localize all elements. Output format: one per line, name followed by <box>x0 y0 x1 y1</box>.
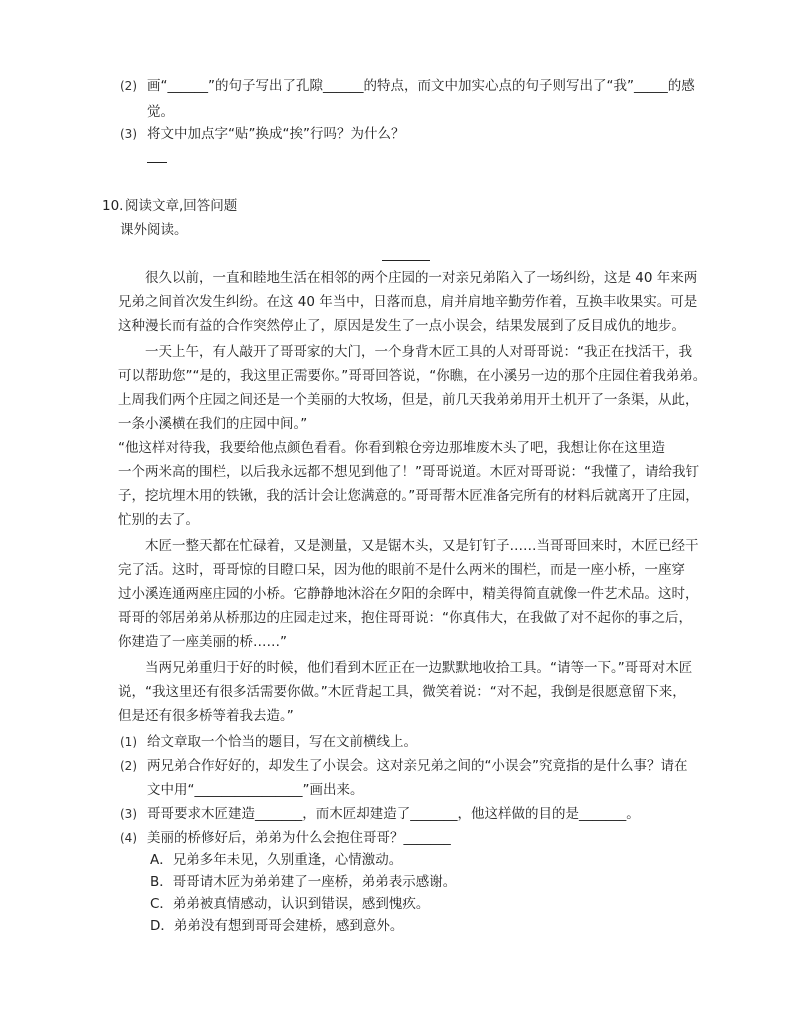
question-text: 美丽的桥修好后，弟弟为什么会抱住哥哥？_______ <box>147 830 451 846</box>
question-text: 两兄弟合作好好的，却发生了小误会。这对亲兄弟之间的“小误会”究竟指的是什么事？请在 <box>147 758 688 774</box>
question-number: (1) <box>120 735 137 749</box>
article-line: 过小溪连通两座庄园的小桥。它静静地沐浴在夕阳的余晖中，精美得简直就像一件艺术品。这时， <box>118 586 699 602</box>
article-line: 哥哥的邻居弟弟从桥那边的庄园走过来，抱住哥哥说：“你真伟大，在我做了对不起你的事之后， <box>118 610 692 626</box>
article-title-blank-line <box>382 260 430 261</box>
article-line: 兄弟之间首次发生纠纷。在这 40 年当中，日落而息，肩并肩地辛勤劳作着，互换丰收果实。可是 <box>118 294 698 310</box>
article-line: 一个两米高的围栏，以后我永远都不想见到他了！”哥哥说道。木匠对哥哥说：“我懂了，请给我钉 <box>118 464 699 480</box>
article-line: 忙别的去了。 <box>118 512 199 528</box>
article-line: 当两兄弟重归于好的时候，他们看到木匠正在一边默默地收拾工具。“请等一下。”哥哥对木匠 <box>145 660 693 676</box>
article-line: 一条小溪横在我们的庄园中间。” <box>118 416 308 432</box>
question-text: 觉。 <box>147 104 174 120</box>
article-line: 可以帮助您”“是的，我这里正需要你。”哥哥回答说，“你瞧，在小溪另一边的那个庄园住着我弟弟。 <box>118 368 707 384</box>
article-line: 上周我们两个庄园之间还是一个美丽的大牧场，但是，前几天我弟弟用开土机开了一条渠，从此， <box>118 392 699 408</box>
article-line: 一天上午，有人敲开了哥哥家的大门，一个身背木匠工具的人对哥哥说：“我正在找活干，我 <box>145 344 692 360</box>
question-number: (2) <box>120 759 137 773</box>
question-text: 将文中加点字“贴”换成“挨”行吗？为什么？ <box>147 126 405 142</box>
article-line: “他这样对待我，我要给他点颜色看看。你看到粮仓旁边那堆废木头了吧，我想让你在这里造 <box>118 440 665 456</box>
answer-blank-line <box>147 162 167 163</box>
article-line: 完了活。这时，哥哥惊的目瞪口呆，因为他的眼前不是什么两米的围栏，而是一座小桥，一座穿 <box>118 562 685 578</box>
answer-option-c[interactable]: C．弟弟被真情感动，认识到错误，感到愧疚。 <box>150 896 430 912</box>
question-text: 文中用“________________”画出来。 <box>147 782 364 798</box>
answer-option-a[interactable]: A．兄弟多年未见，久别重逢，心情激动。 <box>150 852 403 868</box>
article-line: 你建造了一座美丽的桥……” <box>118 634 287 650</box>
article-line: 子，挖坑埋木用的铁锹，我的活计会让您满意的。”哥哥帮木匠准备完所有的材料后就离开了庄园， <box>118 488 699 504</box>
question-number: (3) <box>120 127 137 141</box>
article-line: 但是还有很多桥等着我去造。” <box>118 708 294 724</box>
question-number: (3) <box>120 807 137 821</box>
article-line: 很久以前，一直和睦地生活在相邻的两个庄园的一对亲兄弟陷入了一场纠纷，这是 40 年来两 <box>145 270 698 286</box>
answer-option-d[interactable]: D．弟弟没有想到哥哥会建桥，感到意外。 <box>150 918 404 934</box>
article-line: 木匠一整天都在忙碌着，又是测量，又是锯木头，又是钉钉子……当哥哥回来时，木匠已经干 <box>145 538 699 554</box>
question-title: 阅读文章,回答问题 <box>125 198 238 214</box>
question-text: 哥哥要求木匠建造_______，而木匠却建造了_______，他这样做的目的是_______。 <box>147 806 640 822</box>
question-number: 10. <box>102 198 124 214</box>
article-line: 说，“我这里还有很多活需要你做。”木匠背起工具，微笑着说：“对不起，我倒是很愿意留下来， <box>118 684 686 700</box>
answer-option-b[interactable]: B．哥哥请木匠为弟弟建了一座桥，弟弟表示感谢。 <box>150 874 457 890</box>
question-number: (2) <box>120 79 137 93</box>
question-number: (4) <box>120 831 137 845</box>
article-line: 这种漫长而有益的合作突然停止了，原因是发生了一点小误会，结果发展到了反目成仇的地步。 <box>118 318 685 334</box>
question-text: 给文章取一个恰当的题目，写在文前横线上。 <box>147 734 417 750</box>
question-text: 画“______”的句子写出了孔隙______的特点，而文中加实心点的句子则写出了“我”_____的感 <box>147 78 695 94</box>
section-label: 课外阅读。 <box>120 222 188 238</box>
